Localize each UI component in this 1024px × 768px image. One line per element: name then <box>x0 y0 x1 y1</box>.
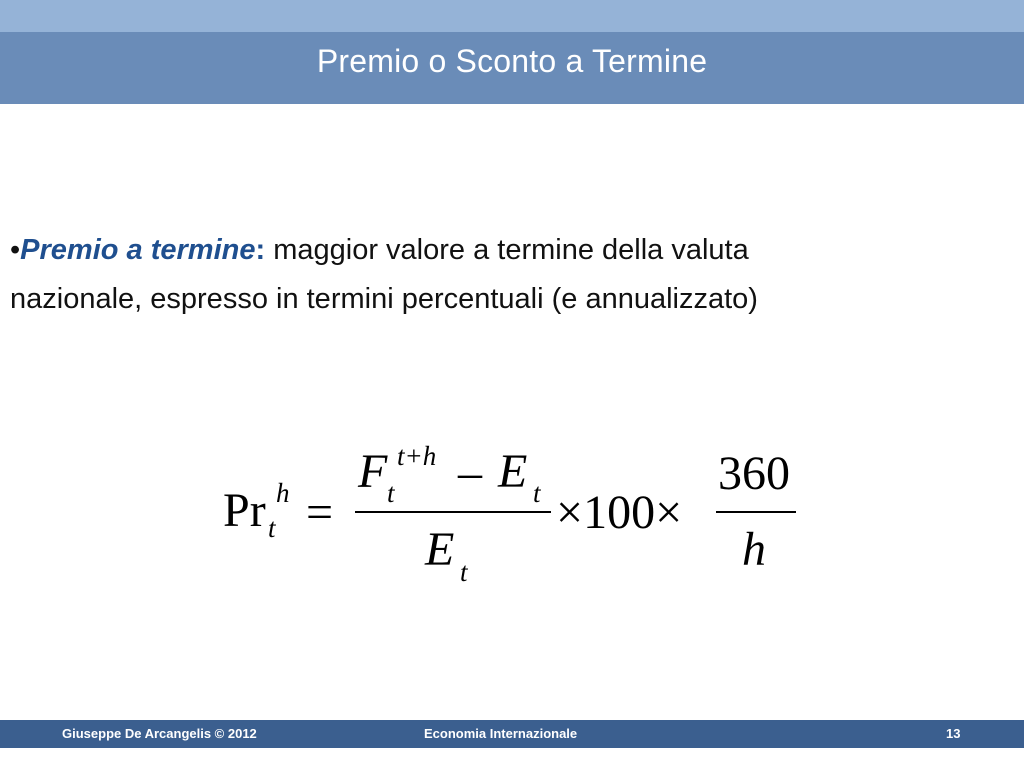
formula-num-f-sub: t <box>387 478 395 508</box>
formula-num-f-sup: t+h <box>397 441 437 471</box>
formula-num-e-sub: t <box>533 478 541 508</box>
bullet-text-line1: maggior valore a termine della valuta <box>265 234 749 266</box>
formula-lhs-sub: t <box>268 513 276 543</box>
bullet-text-line2: nazionale, espresso in termini percentuali (e annualizzato) <box>10 283 758 315</box>
footer-page-number: 13 <box>946 726 961 741</box>
footer-author: Giuseppe De Arcangelis © 2012 <box>62 726 257 741</box>
formula-den-e: E <box>425 523 455 576</box>
bullet-colon: : <box>255 234 266 266</box>
formula-den-e-sub: t <box>460 557 468 587</box>
footer-bar <box>0 720 1024 748</box>
fraction-bar-main <box>355 511 551 513</box>
formula-lhs: Pr <box>223 484 266 537</box>
slide-title: Premio o Sconto a Termine <box>316 43 708 79</box>
formula-minus: – <box>458 446 482 499</box>
formula-times-100: ×100× <box>556 486 683 539</box>
formula-lhs-sup: h <box>276 478 290 508</box>
fraction-bar-second <box>716 511 796 513</box>
formula-equals: = <box>306 486 334 539</box>
bullet-marker: • <box>10 234 21 266</box>
formula-num-e: E <box>498 445 528 498</box>
formula-num-f: F <box>358 445 388 498</box>
footer-course: Economia Internazionale <box>424 726 578 741</box>
bullet-term: Premio a termine <box>20 234 256 266</box>
formula-frac2-num: 360 <box>718 447 790 500</box>
formula-frac2-den: h <box>742 523 766 576</box>
